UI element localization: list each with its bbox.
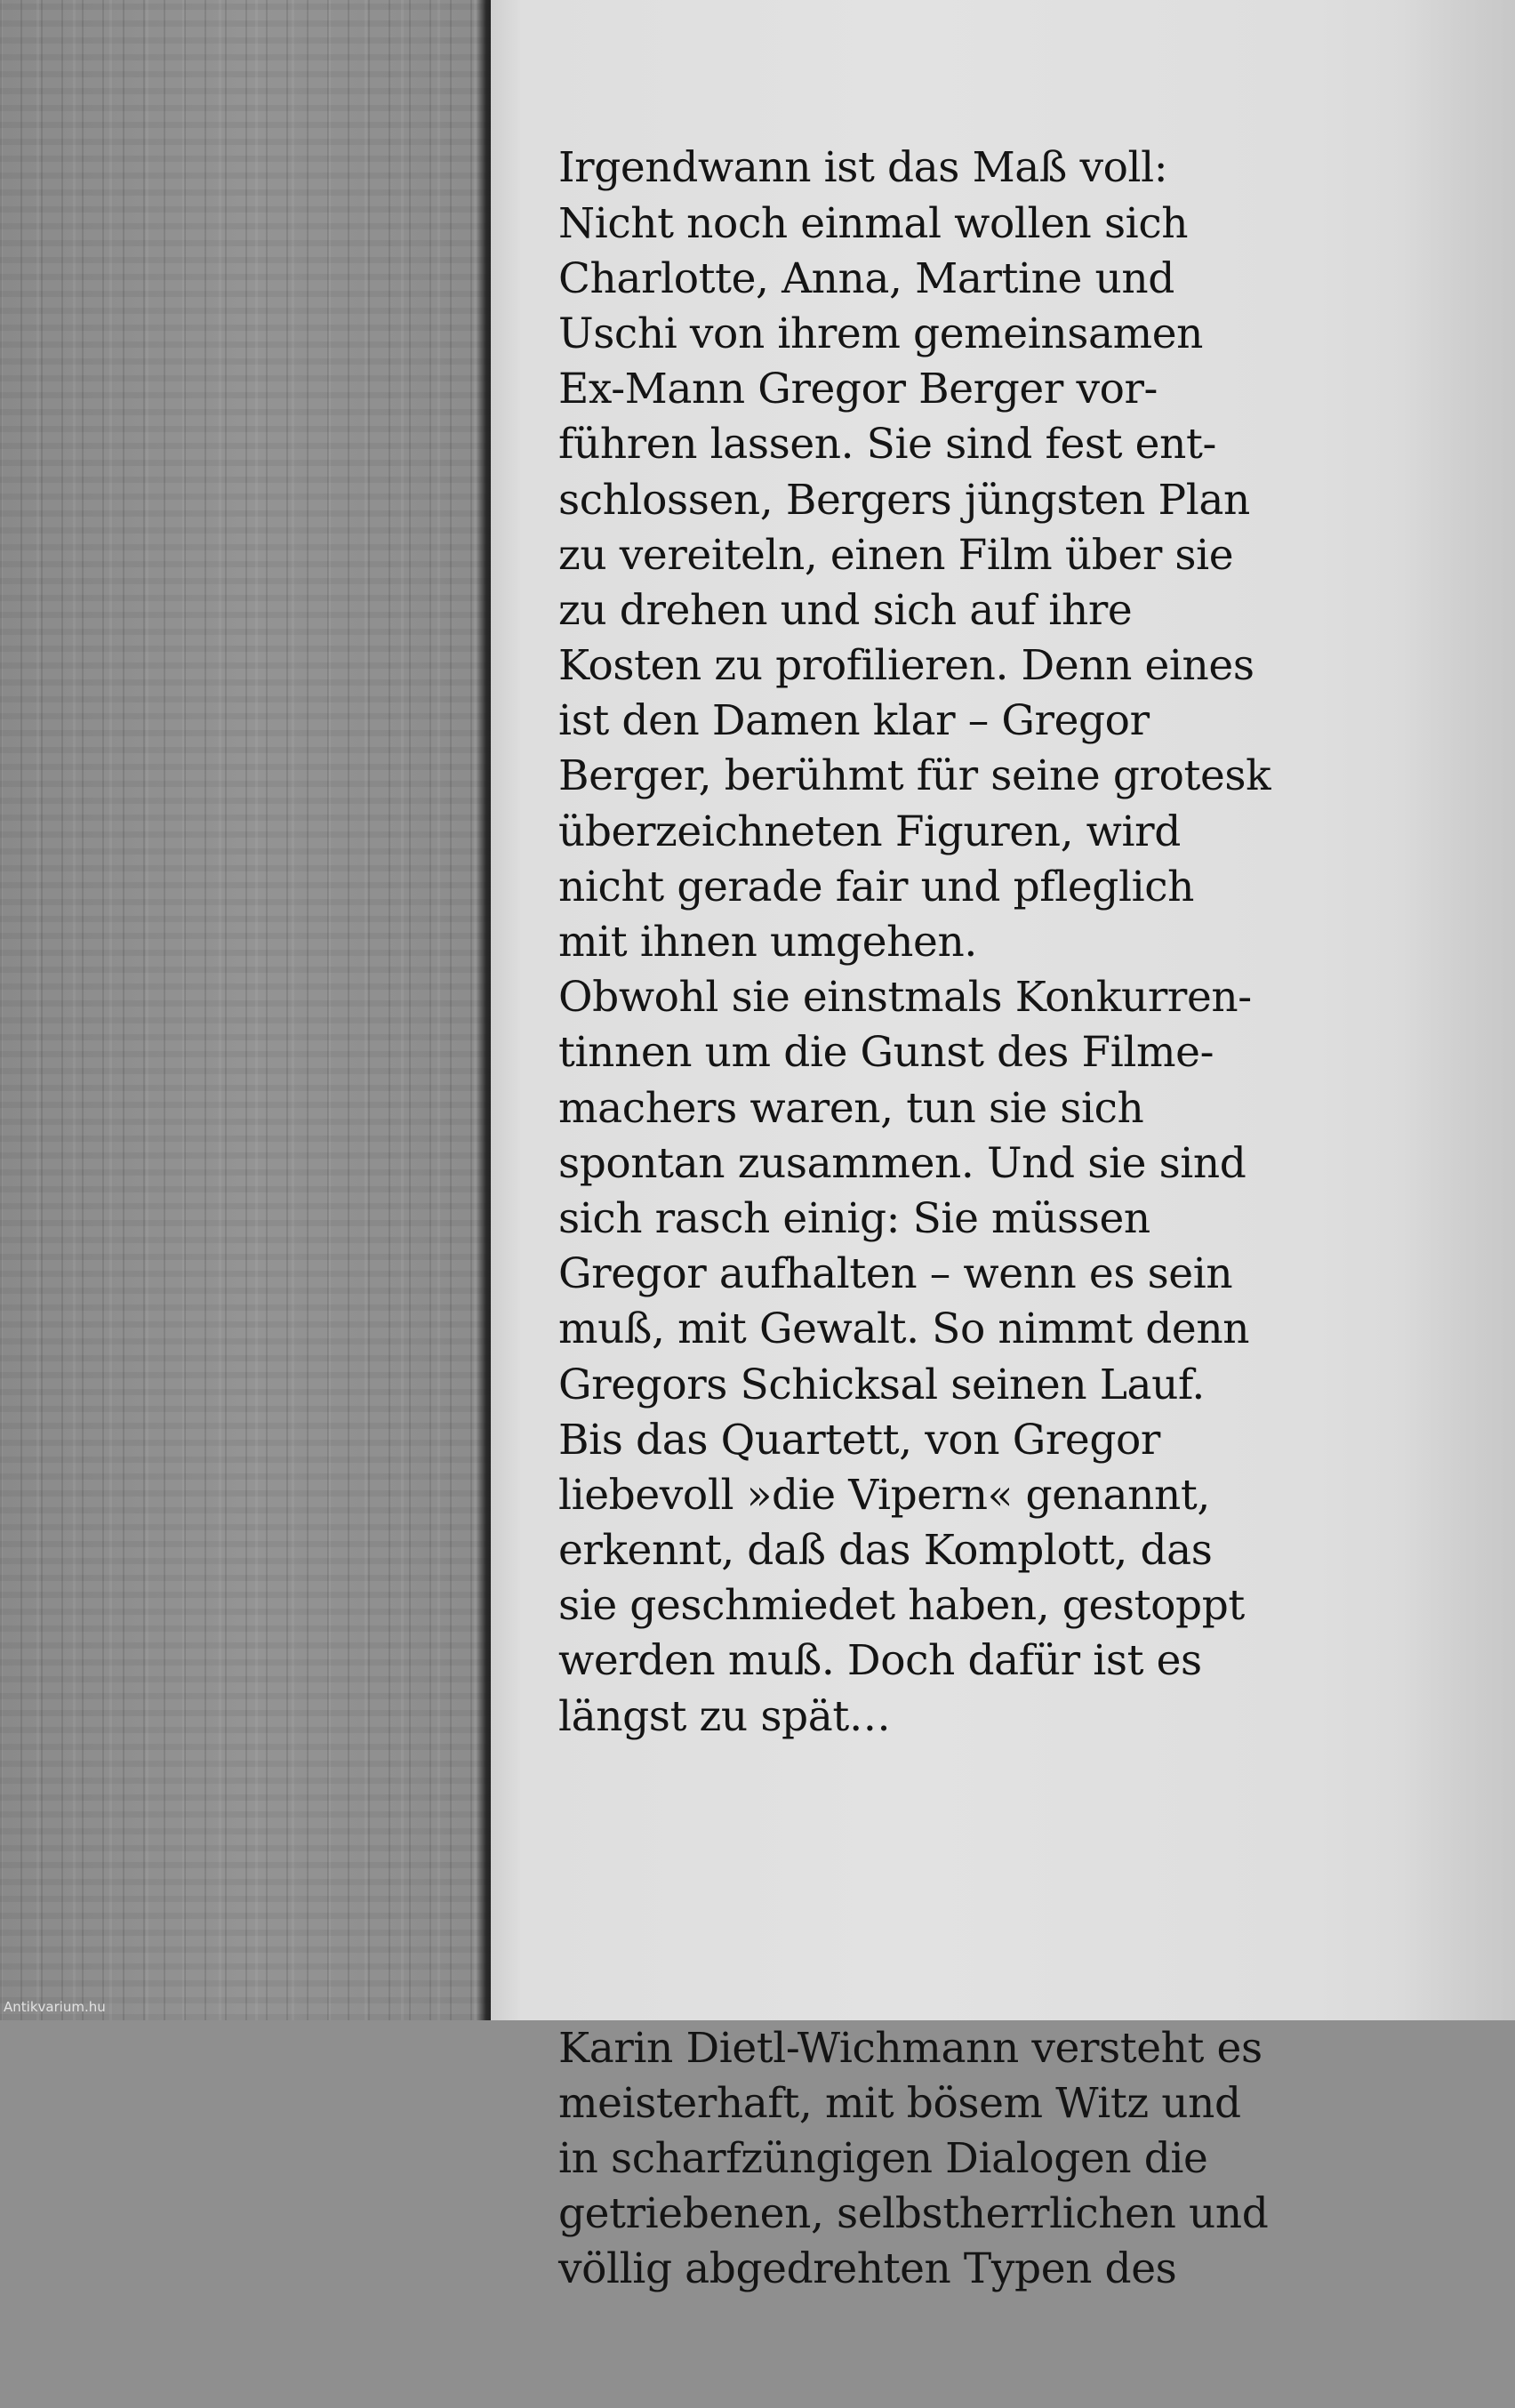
text-line: längst zu spät…: [558, 1691, 891, 1741]
text-line: Berger, berühmt für seine grotesk: [558, 751, 1271, 801]
text-line: erkennt, daß das Komplott, das: [558, 1526, 1213, 1576]
text-line: zu drehen und sich auf ihre: [558, 585, 1133, 635]
text-line: Ex-Mann Gregor Berger vor-: [558, 365, 1158, 414]
watermark-text: Antikvarium.hu: [4, 1999, 106, 2015]
text-line: Charlotte, Anna, Martine und: [558, 253, 1174, 303]
wood-grain-background: [0, 0, 498, 2020]
text-line: Obwohl sie einstmals Konkurren-: [558, 973, 1252, 1023]
text-line: Gregor aufhalten – wenn es sein: [558, 1249, 1233, 1299]
text-line: sie geschmiedet haben, gestoppt: [558, 1581, 1245, 1631]
text-line: mit ihnen umgehen.: [558, 918, 977, 967]
text-line: ist den Damen klar – Gregor: [558, 696, 1150, 746]
text-line: völlig abgedrehten Typen des: [558, 2244, 1177, 2294]
text-line: zu vereiteln, einen Film über sie: [558, 530, 1234, 580]
text-line: nicht gerade fair und pfleglich: [558, 862, 1195, 911]
text-line: Karin Dietl-Wichmann versteht es: [558, 2023, 1262, 2073]
text-line: tinnen um die Gunst des Filme-: [558, 1028, 1214, 1078]
text-line: sich rasch einig: Sie müssen: [558, 1193, 1150, 1243]
text-line: getriebenen, selbstherrlichen und: [558, 2189, 1269, 2239]
blurb-paragraph-2: [558, 2021, 1447, 2298]
text-line: werden muß. Doch dafür ist es: [558, 1636, 1202, 1686]
text-line: führen lassen. Sie sind fest ent-: [558, 420, 1216, 470]
text-line: meisterhaft, mit bösem Witz und: [558, 2078, 1241, 2128]
text-line: überzeichneten Figuren, wird: [558, 807, 1181, 856]
blurb-paragraph-1: [558, 140, 1447, 1744]
text-line: Irgendwann ist das Maß voll:: [558, 143, 1168, 193]
text-line: in scharfzüngigen Dialogen die: [558, 2134, 1208, 2184]
text-line: Bis das Quartett, von Gregor: [558, 1415, 1160, 1465]
text-line: machers waren, tun sie sich: [558, 1083, 1144, 1133]
paragraph-gap: [558, 1855, 1447, 1910]
text-line: spontan zusammen. Und sie sind: [558, 1138, 1246, 1188]
blurb-text: [558, 30, 1447, 2408]
text-line: schlossen, Bergers jüngsten Plan: [558, 475, 1250, 525]
text-line: Nicht noch einmal wollen sich: [558, 198, 1189, 248]
text-line: Kosten zu profilieren. Denn eines: [558, 641, 1254, 691]
text-line: liebevoll »die Vipern« genannt,: [558, 1470, 1210, 1520]
text-line: Uschi von ihrem gemeinsamen: [558, 309, 1204, 358]
text-line: Gregors Schicksal seinen Lauf.: [558, 1360, 1205, 1409]
text-line: muß, mit Gewalt. So nimmt denn: [558, 1304, 1250, 1354]
